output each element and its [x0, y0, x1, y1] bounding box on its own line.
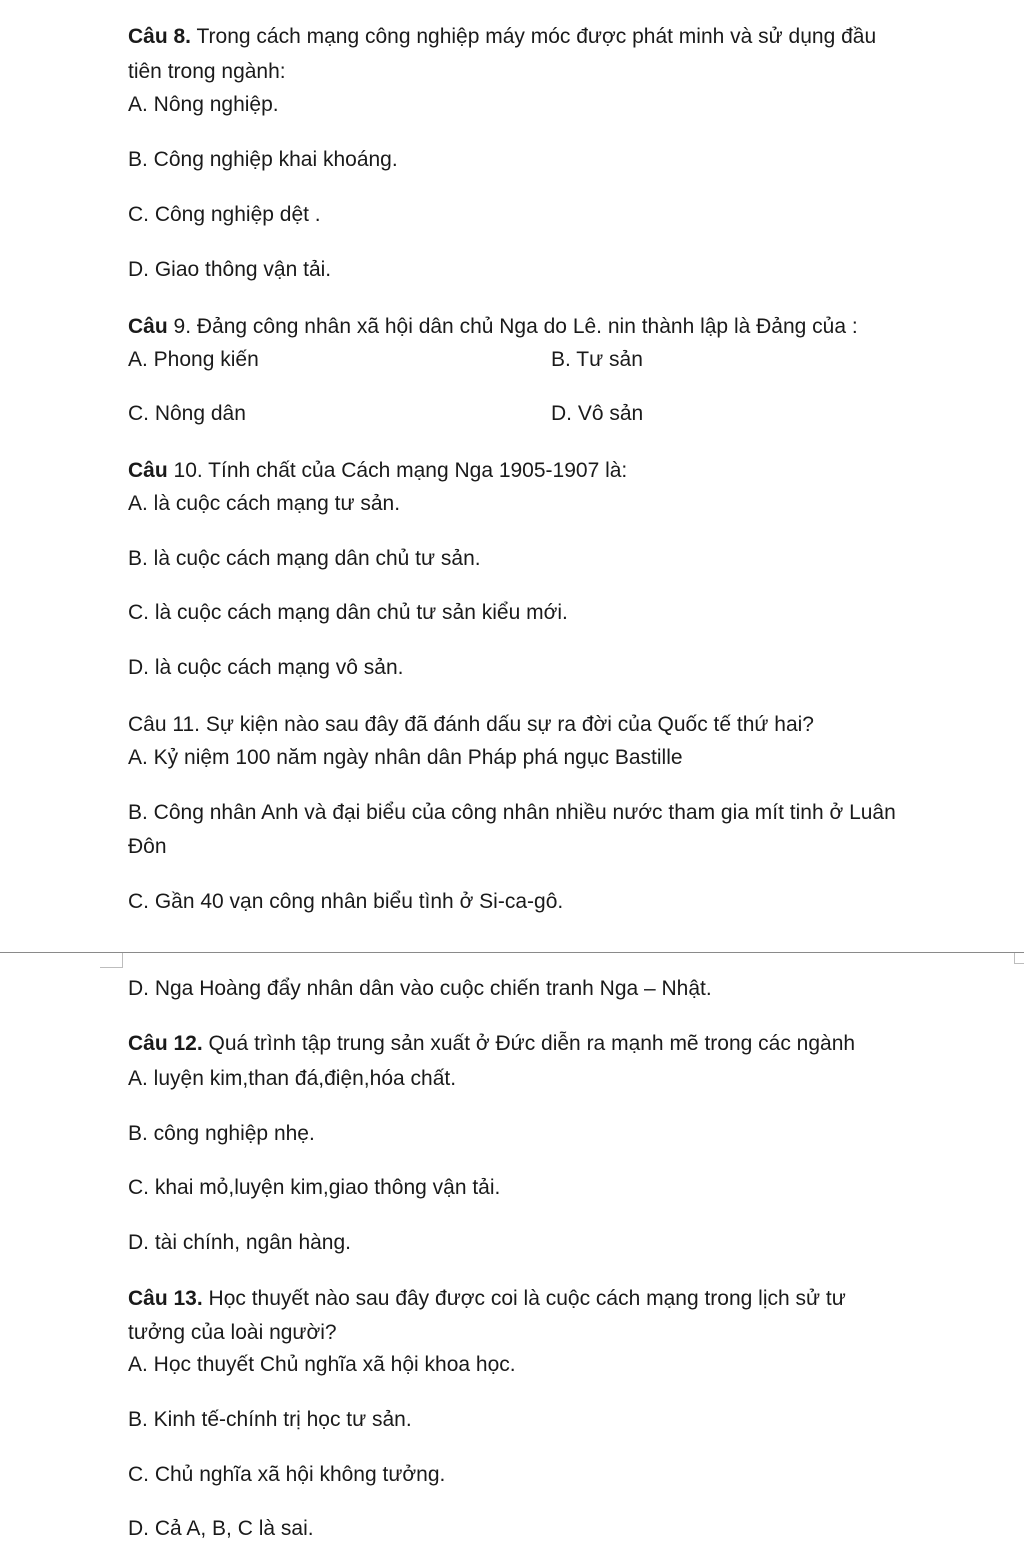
- question-10-option-c: C. là cuộc cách mạng dân chủ tư sản kiểu mới.: [128, 601, 568, 624]
- question-8-option-a: A. Nông nghiệp.: [128, 93, 279, 116]
- question-11-option-b: B. Công nhân Anh và đại biểu của công nhân nhiều nước tham gia mít tinh ở Luân: [128, 801, 896, 824]
- question-10-option-a: A. là cuộc cách mạng tư sản.: [128, 492, 401, 515]
- question-12-option-a: A. luyện kim,than đá,điện,hóa chất.: [128, 1067, 457, 1090]
- question-8-line-2: tiên trong ngành:: [128, 60, 286, 83]
- question-13-option-c: C. Chủ nghĩa xã hội không tưởng.: [128, 1463, 446, 1486]
- question-8-option-d: D. Giao thông vận tải.: [128, 258, 332, 281]
- page-break-line: [0, 952, 1024, 953]
- question-12: Câu 12. Quá trình tập trung sản xuất ở Đức diễn ra mạnh mẽ trong các ngành: [128, 1032, 856, 1055]
- question-13-option-b: B. Kinh tế-chính trị học tư sản.: [128, 1408, 412, 1431]
- question-10: Câu 10. Tính chất của Cách mạng Nga 1905-1907 là:: [128, 459, 628, 482]
- question-9-option-a: A. Phong kiến: [128, 348, 259, 371]
- question-11-option-c: C. Gần 40 vạn công nhân biểu tình ở Si-ca-gô.: [128, 890, 564, 913]
- question-9-option-d: D. Vô sản: [551, 402, 644, 425]
- question-11: Câu 11. Sự kiện nào sau đây đã đánh dấu sự ra đời của Quốc tế thứ hai?: [128, 713, 814, 736]
- question-8-option-b: B. Công nghiệp khai khoáng.: [128, 148, 398, 171]
- question-12-option-d: D. tài chính, ngân hàng.: [128, 1231, 351, 1254]
- question-13-line-2: tưởng của loài người?: [128, 1321, 337, 1344]
- page-corner-mark-right: [1014, 953, 1024, 964]
- question-11-option-b-cont: Đôn: [128, 835, 167, 858]
- question-12-option-b: B. công nghiệp nhẹ.: [128, 1122, 315, 1145]
- question-10-option-b: B. là cuộc cách mạng dân chủ tư sản.: [128, 547, 481, 570]
- question-11-option-d: D. Nga Hoàng đẩy nhân dân vào cuộc chiến tranh Nga – Nhật.: [128, 977, 712, 1000]
- question-11-option-a: A. Kỷ niệm 100 năm ngày nhân dân Pháp phá ngục Bastille: [128, 746, 683, 769]
- question-13-option-a: A. Học thuyết Chủ nghĩa xã hội khoa học.: [128, 1353, 516, 1376]
- question-8-line-1: Câu 8. Trong cách mạng công nghiệp máy móc được phát minh và sử dụng đầu: [128, 25, 877, 48]
- question-10-option-d: D. là cuộc cách mạng vô sản.: [128, 656, 404, 679]
- question-9-option-c: C. Nông dân: [128, 402, 246, 425]
- question-9: Câu 9. Đảng công nhân xã hội dân chủ Nga do Lê. nin thành lập là Đảng của :: [128, 315, 858, 338]
- question-12-option-c: C. khai mỏ,luyện kim,giao thông vận tải.: [128, 1176, 501, 1199]
- question-9-option-b: B. Tư sản: [551, 348, 643, 371]
- question-13-option-d: D. Cả A, B, C là sai.: [128, 1517, 314, 1540]
- page-corner-mark-left: [100, 953, 123, 968]
- question-8-option-c: C. Công nghiệp dệt .: [128, 203, 321, 226]
- question-13-line-1: Câu 13. Học thuyết nào sau đây được coi là cuộc cách mạng trong lịch sử tư: [128, 1287, 846, 1310]
